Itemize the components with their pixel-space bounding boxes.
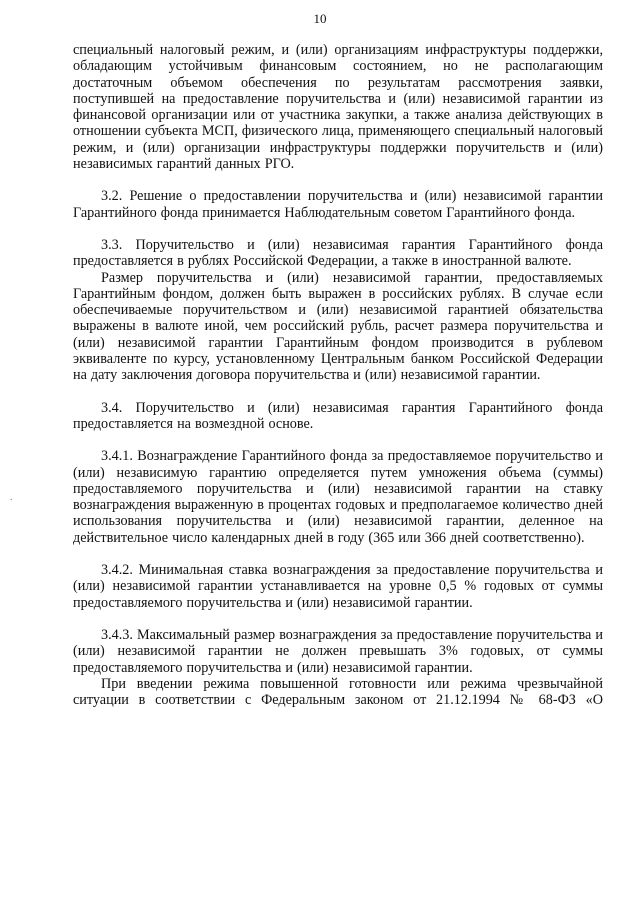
paragraph-3-4-2: 3.4.2. Минимальная ставка вознаграждения за предоставление поручительства и (или) независимой гарантии устанавливается на уровне 0,5 % годовых от суммы предоставляемого поручительства и (или) независимой гарантии. bbox=[73, 562, 603, 611]
paragraph-3-4: 3.4. Поручительство и (или) независимая гарантия Гарантийного фонда предоставляется на возмездной основе. bbox=[73, 399, 603, 432]
paragraph-emergency: При введении режима повышенной готовности или режима чрезвычайной ситуации в соответствии с Федеральным законом от 21.12.1994 № 68-ФЗ «О bbox=[73, 675, 603, 709]
paragraph-3-4-1: 3.4.1. Вознаграждение Гарантийного фонда за предоставляемое поручительство и (или) независимую гарантию определяется путем умножения объема (суммы) предоставляемого поручительства и (или) независимой гарантии на ставку вознаграждения выраженную в процентах годовых и предполагаемое количество дней использования поручительства и (или) независимой гарантии, деленное на действительное число календарных дней в году (365 или 366 дней соответственно). bbox=[73, 448, 603, 546]
paragraph-3-4-3: 3.4.3. Максимальный размер вознаграждения за предоставление поручительства и (или) независимой гарантии не должен превышать 3% годовых, от суммы предоставляемого поручительства и (или) независимой гарантии. bbox=[73, 626, 603, 676]
paragraph-3-2: 3.2. Решение о предоставлении поручительства и (или) независимой гарантии Гарантийного фонда принимается Наблюдательным советом Гарантийного фонда. bbox=[73, 188, 603, 221]
page-number: 10 bbox=[313, 11, 327, 26]
document-body bbox=[73, 42, 603, 708]
paragraph-3-3-size: Размер поручительства и (или) независимой гарантии, предоставляемых Гарантийным фондом, должен быть выражен в российских рублях. В случае если обеспечиваемые поручительством и (или) независимой гарантией обязательства выражены в валюте иной, чем российский рубль, расчет размера поручительства и (или) независимой гарантии Гарантийным фондом производится в рублевом эквиваленте по курсу, установленному Центральным банком Российской Федерации на дату заключения договора поручительства и (или) независимой гарантии. bbox=[73, 269, 603, 384]
paragraph-continuation: специальный налоговый режим, и (или) организациям инфраструктуры поддержки, обладающим устойчивым финансовым состоянием, но не располагающим достаточным объемом обеспечения по результатам рассмотрения заявки, поступившей на предоставление поручительства и (или) независимой гарантии из финансовой организации или от участника закупки, а также анализа действующих в отношении субъекта МСП, физического лица, применяющего специальный налоговый режим, и (или) организации инфраструктуры поддержки поручительств и (или) независимых гарантий данных РГО. bbox=[73, 42, 603, 173]
paragraph-3-3: 3.3. Поручительство и (или) независимая гарантия Гарантийного фонда предоставляется в рублях Российской Федерации, а также в иностранной валюте. bbox=[73, 236, 603, 270]
scan-artifact: . bbox=[10, 492, 13, 503]
